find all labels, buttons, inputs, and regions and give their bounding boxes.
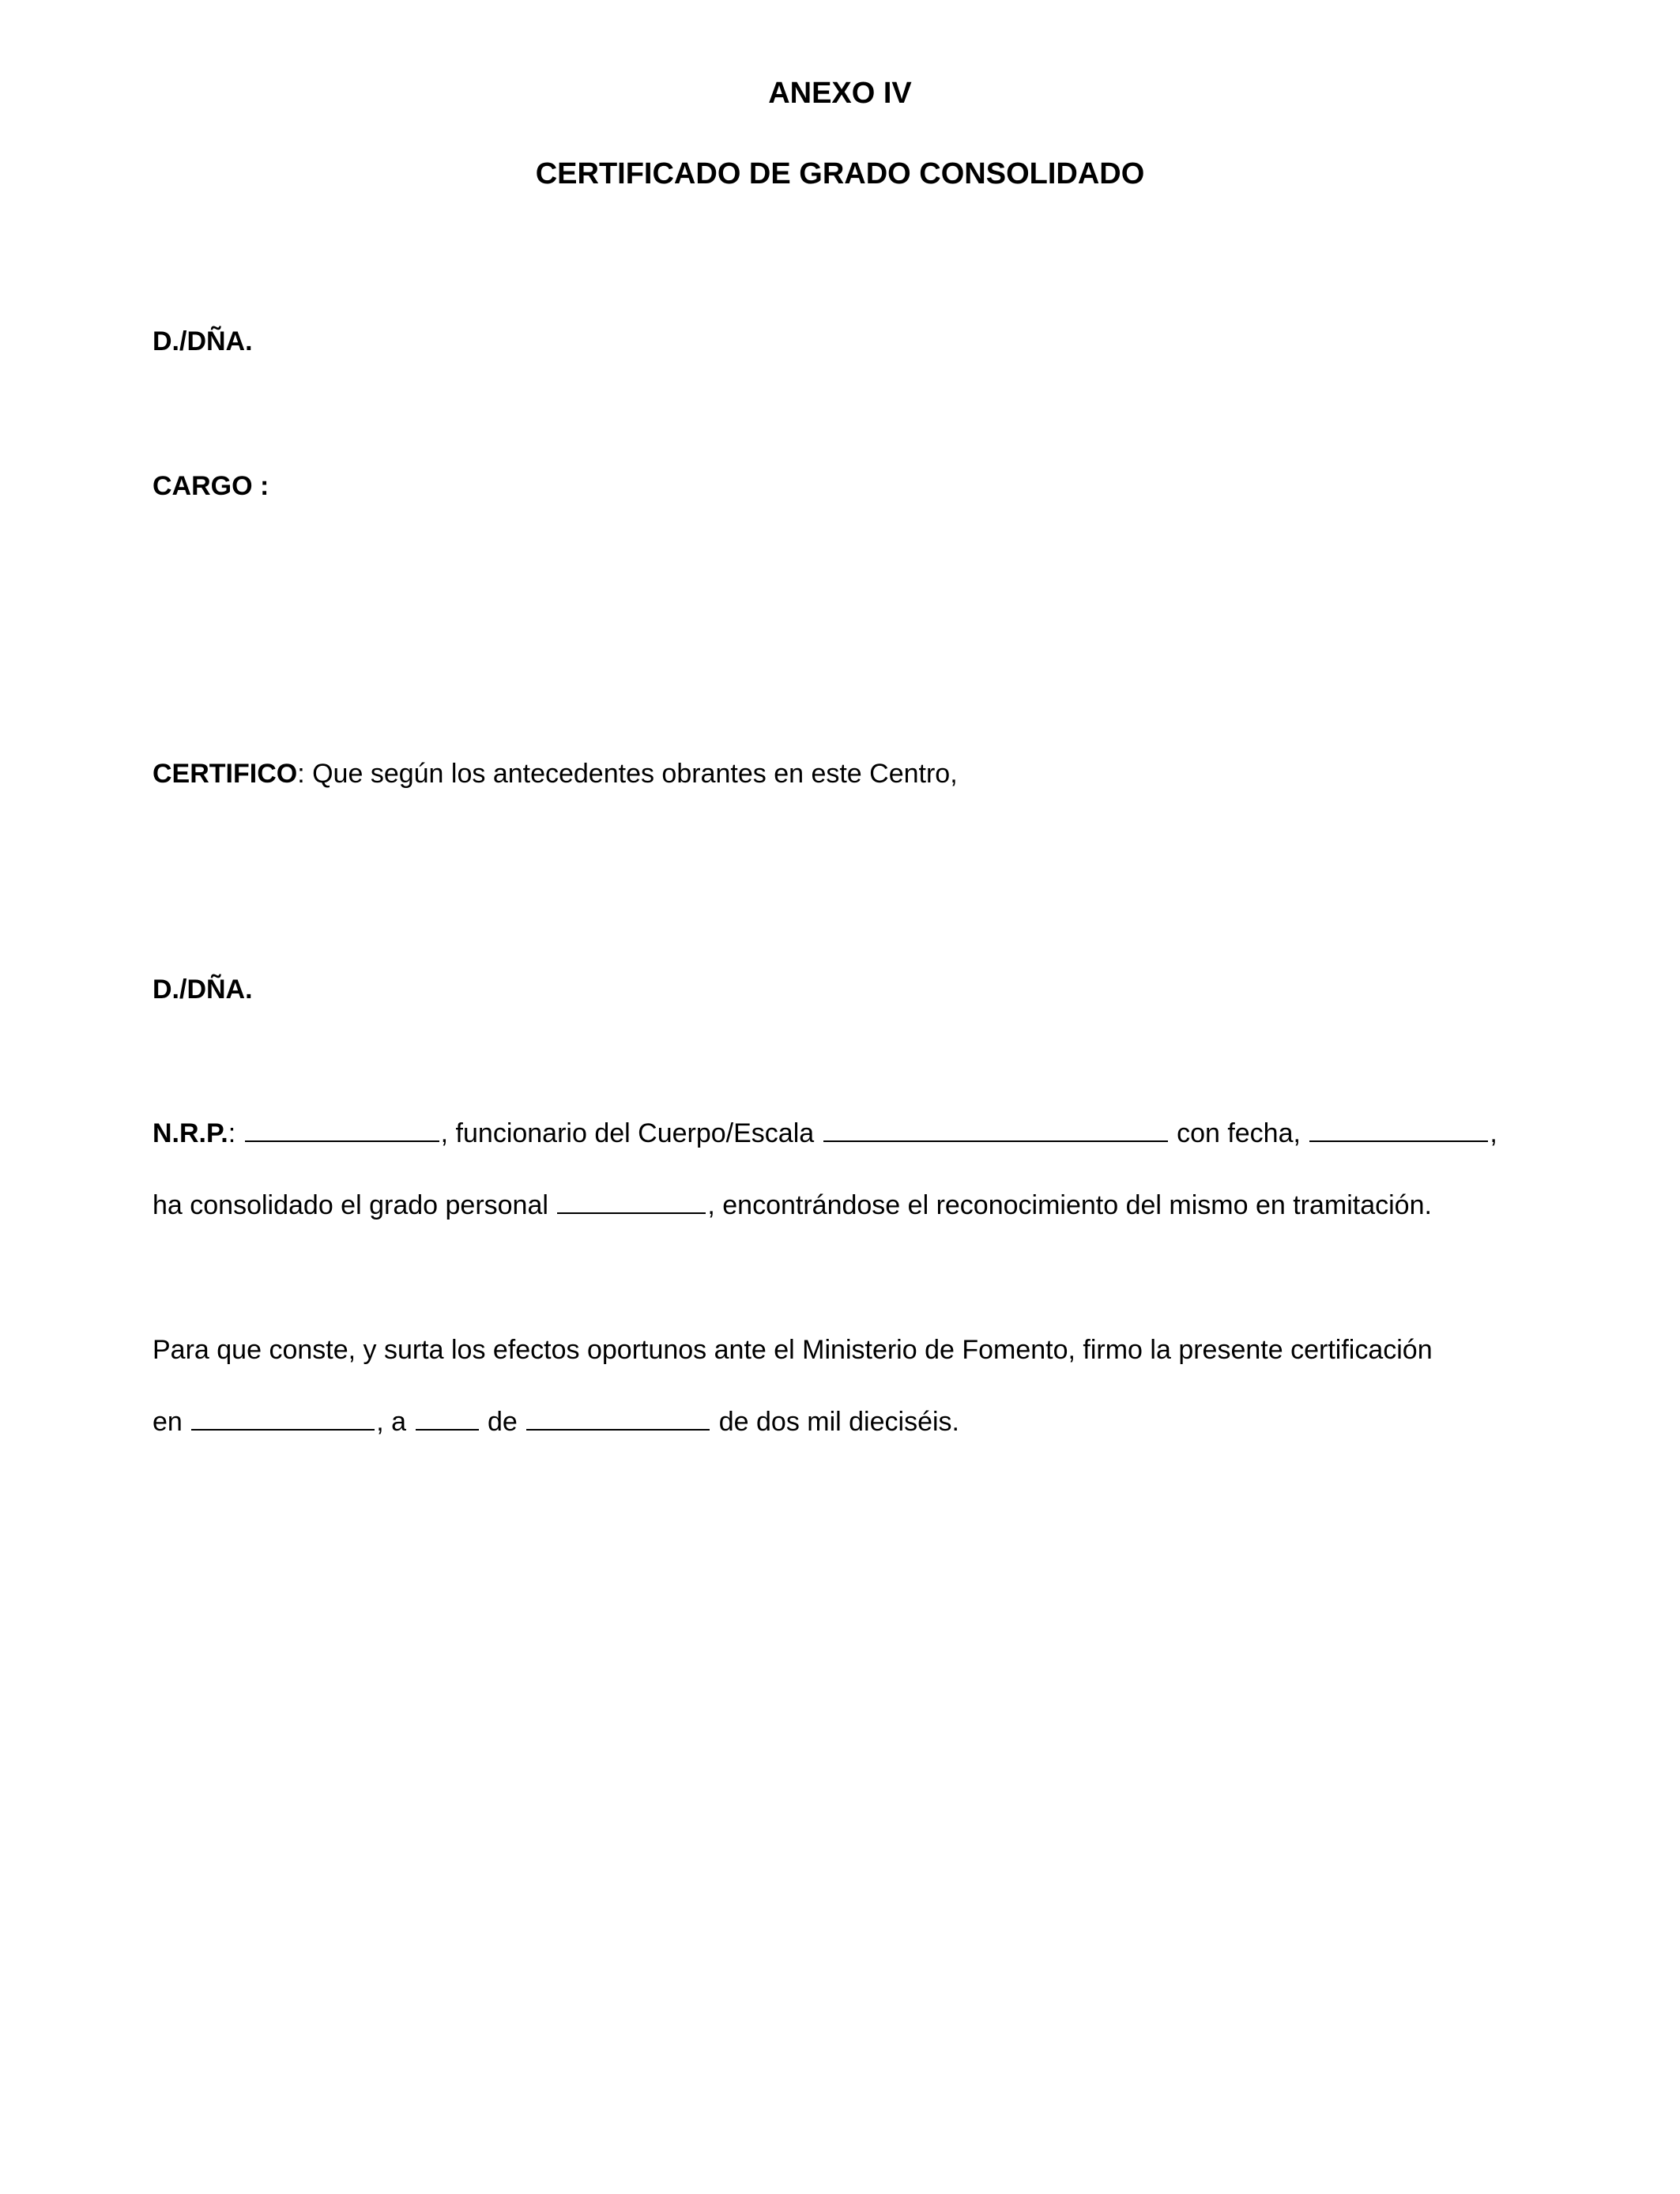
fecha-blank[interactable] bbox=[1309, 1117, 1488, 1142]
issuer-position-label: CARGO : bbox=[153, 471, 269, 501]
nrp-colon: : bbox=[228, 1118, 236, 1148]
nrp-blank[interactable] bbox=[245, 1117, 439, 1142]
certificate-title: CERTIFICADO DE GRADO CONSOLIDADO bbox=[535, 157, 1145, 190]
subject-name-label: D./DÑA. bbox=[153, 974, 253, 1005]
lugar-fecha-line bbox=[153, 1404, 959, 1439]
grado-line bbox=[153, 1188, 1432, 1223]
text-con-fecha: con fecha, bbox=[1177, 1118, 1301, 1148]
text-de-dos-mil: de dos mil dieciséis. bbox=[718, 1407, 959, 1437]
certify-paragraph bbox=[153, 756, 958, 791]
text-en: en bbox=[153, 1407, 183, 1437]
mes-blank[interactable] bbox=[526, 1405, 710, 1431]
issuer-name-label: D./DÑA. bbox=[153, 326, 253, 356]
text-ha-consolidado: ha consolidado el grado personal bbox=[153, 1190, 548, 1220]
text-funcionario: , funcionario del Cuerpo/Escala bbox=[440, 1118, 815, 1148]
annex-title: ANEXO IV bbox=[768, 77, 912, 110]
certify-keyword: CERTIFICO bbox=[153, 759, 298, 789]
cuerpo-escala-blank[interactable] bbox=[823, 1117, 1168, 1142]
text-a: , a bbox=[376, 1407, 407, 1437]
grado-blank[interactable] bbox=[557, 1189, 706, 1214]
text-de: de bbox=[488, 1407, 518, 1437]
dia-blank[interactable] bbox=[416, 1405, 479, 1431]
nrp-line bbox=[153, 1116, 1497, 1151]
text-encontrandose: , encontrándose el reconocimiento del mismo en tramitación. bbox=[707, 1190, 1432, 1220]
nrp-label: N.R.P. bbox=[153, 1118, 228, 1148]
certify-text: : Que según los antecedentes obrantes en este Centro, bbox=[297, 759, 958, 789]
text-comma: , bbox=[1490, 1118, 1497, 1148]
lugar-blank[interactable] bbox=[191, 1405, 375, 1431]
para-que-conste-line: Para que conste, y surta los efectos oportunos ante el Ministerio de Fomento, firmo la presente certificación bbox=[153, 1335, 1433, 1365]
